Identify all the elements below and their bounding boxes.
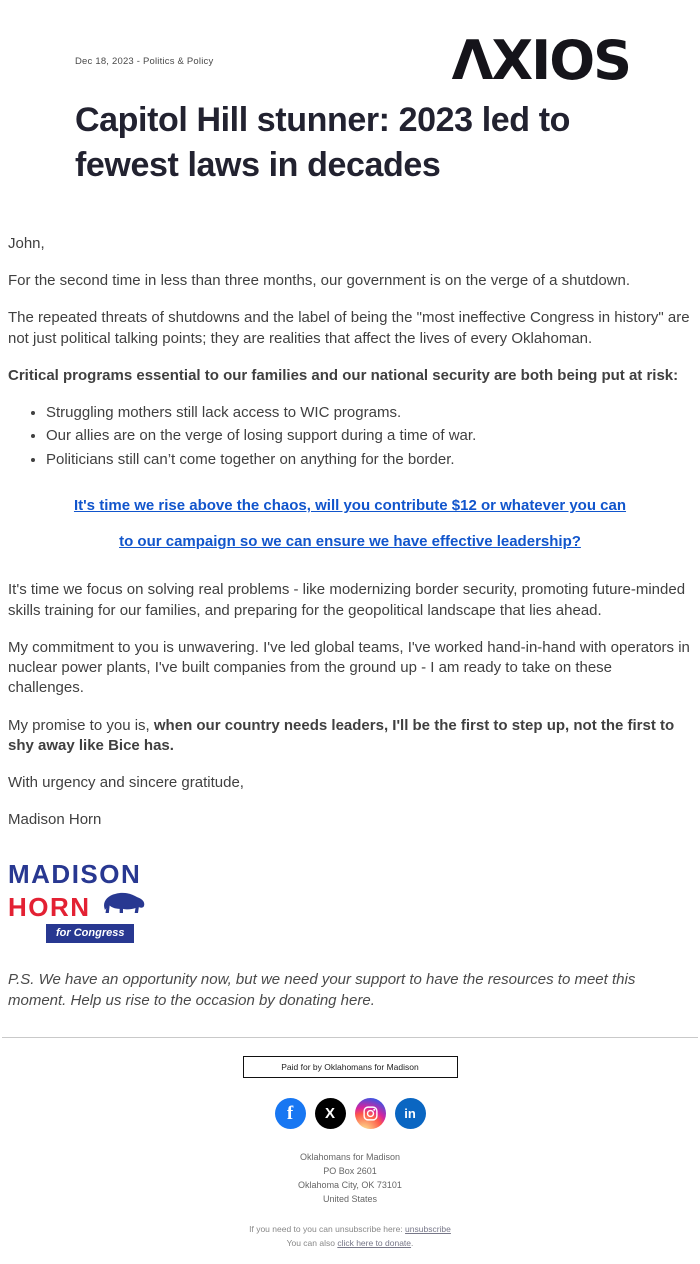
article-headline: Capitol Hill stunner: 2023 led to fewest laws in decades (75, 101, 570, 184)
donate-link-line2[interactable]: to our campaign so we can ensure we have effective leadership? (119, 533, 581, 550)
paragraph-promise (8, 716, 692, 757)
promise-prefix: My promise to you is, (8, 716, 154, 734)
axios-logo: ΛXIOS (451, 29, 630, 92)
buffalo-icon (97, 888, 149, 922)
address-line: United States (322, 1194, 378, 1205)
greeting: John, (8, 234, 45, 252)
paragraph-threats: The repeated threats of shutdowns and the label of being the "most ineffective Congress in history" are not just political talking points; they are realities that affect the lives of every Oklahoman. (8, 309, 690, 347)
linkedin-icon[interactable]: in (395, 1098, 426, 1129)
risk-bullet-list (46, 403, 692, 470)
footer-divider (2, 1037, 698, 1038)
signature: Madison Horn (8, 811, 102, 829)
facebook-icon[interactable]: f (275, 1098, 306, 1129)
donate-text: You can also (286, 1237, 338, 1248)
paragraph-focus: It's time we focus on solving real problems - like modernizing border security, promoting future-minded skills training for our families, and preparing for the geopolitical landscape that lies ahead. (8, 581, 686, 619)
list-item: • Our allies are on the verge of losing support during a time of war. (46, 426, 692, 446)
address-line: PO Box 2601 (323, 1166, 377, 1177)
list-item: • Politicians still can’t come together on anything for the border. (46, 450, 692, 470)
footer-donate-link[interactable]: click here to donate (337, 1237, 412, 1248)
x-icon[interactable]: X (315, 1098, 346, 1129)
paragraph-risk: Critical programs essential to our families and our national security are both being put at risk: (8, 366, 679, 384)
donate-suffix: . (411, 1237, 414, 1248)
paid-for-disclaimer: Paid for by Oklahomans for Madison (243, 1056, 458, 1078)
promise-bold: when our country needs leaders, I'll be the first to step up, not the first to shy away like Bice has. (8, 716, 675, 754)
madison-horn-logo (8, 858, 158, 944)
footer-smallprint (0, 1223, 700, 1250)
unsubscribe-link[interactable]: unsubscribe (405, 1224, 451, 1235)
logo-for-congress-banner: for Congress (46, 924, 134, 944)
email-content (0, 188, 700, 944)
logo-horn-text: HORN (8, 892, 91, 923)
address-line: Oklahoma City, OK 73101 (298, 1180, 402, 1191)
social-icon-row (0, 1098, 700, 1129)
ps-note: P.S. We have an opportunity now, but we need your support to have the resources to meet this moment. Help us rise to the occasion by donating here. (8, 971, 636, 1010)
axios-article-header (0, 0, 700, 188)
list-item: • Struggling mothers still lack access to WIC programs. (46, 403, 692, 423)
paragraph-commitment: My commitment to you is unwavering. I've led global teams, I've worked hand-in-hand with operators in nuclear power plants, I've built companies from the ground up - I am ready to take on these challenges. (8, 638, 690, 697)
closing-line: With urgency and sincere gratitude, (8, 774, 244, 791)
sender-address (0, 1151, 700, 1207)
address-line: Oklahomans for Madison (299, 1152, 401, 1163)
donate-link-line1[interactable]: It's time we rise above the chaos, will you contribute $12 or whatever you can (73, 496, 627, 514)
logo-madison-text: MADISON (8, 858, 142, 889)
donation-cta (8, 496, 692, 553)
date-category: Dec 18, 2023 - Politics & Policy (75, 55, 214, 67)
unsubscribe-text: If you need to you can unsubscribe here: (249, 1224, 406, 1235)
instagram-icon[interactable] (355, 1098, 386, 1129)
paragraph-shutdown: For the second time in less than three months, our government is on the verge of a shutdown. (8, 272, 631, 289)
